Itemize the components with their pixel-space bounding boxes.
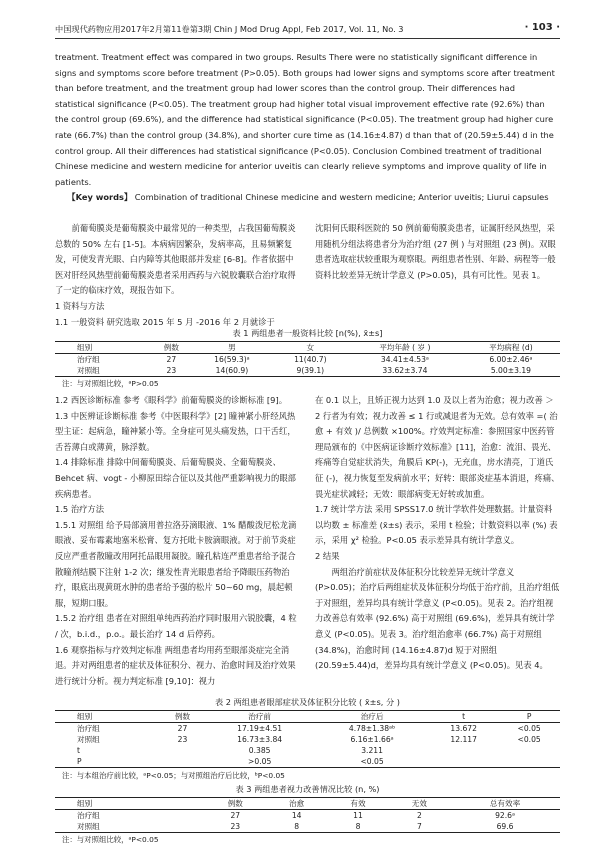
table-cell: 8: [327, 821, 388, 833]
table2-header: P: [498, 711, 560, 723]
table2: [55, 710, 560, 768]
table1-header: 平均年龄 ( 岁 ): [348, 342, 462, 354]
table3-header: 有效: [327, 798, 388, 810]
table-cell: 治疗组: [77, 724, 100, 733]
results-paragraph: 两组治疗前症状及体征积分比较差异无统计学意义 (P>0.05)；治疗后两组症状及体征积分均低于治疗前，且治疗组低于对照组，差异均具有统计学意义 (P<0.05)。见表 2。治疗组视力改善总有效率 (92.6%) 高于对照组 (69.6%)，差异具有统计学意义 (P<0.05)。见表 3。治疗组治愈率 (66.7%) 高于对照组 (34.8%)，治愈时间 (14.16±4.87)d 短于对照组 (20.59±5.44)d，差异均具有统计学意义 (P<0.05)。见表 4。: [315, 566, 560, 671]
table-cell: [498, 756, 560, 768]
table1-header: 男: [191, 342, 273, 354]
right-column-top: [315, 221, 560, 283]
english-abstract: [55, 50, 557, 206]
table-row: [55, 745, 560, 756]
table-cell: 33.62±3.74: [348, 365, 462, 377]
table-cell: 7: [389, 821, 450, 833]
table-cell: [498, 745, 560, 756]
table-cell: <0.05: [315, 756, 429, 768]
section-1-5: 1.5 治疗方法: [55, 504, 105, 515]
table-cell: P: [55, 756, 161, 768]
table-cell: 23: [177, 735, 188, 744]
table1-header: 组别: [55, 342, 152, 354]
section-1-heading: 1 资料与方法: [55, 300, 105, 311]
table-cell: 13.672: [450, 724, 477, 733]
table-cell: >0.05: [204, 756, 315, 768]
section-1-3: 1.3 中医辨证诊断标准 参考《中医眼科学》[2] 瞳神紧小肝经风热型主证：起病急，瞳神紧小等。全身症可见头痛发热，口干舌红，舌苔薄白或薄黄，脉浮数。: [55, 410, 296, 452]
table3-header: 无效: [389, 798, 450, 810]
table-cell: 27: [166, 355, 177, 364]
table2-caption: 表 2 两组患者眼部症状及体征积分比较 ( x̄±s, 分 ): [215, 697, 400, 707]
table-cell: 对照组: [77, 735, 100, 744]
left-column-mid: [55, 393, 300, 689]
table-row: [55, 365, 560, 377]
table-cell: 6.16±1.66ᵃ: [350, 735, 394, 744]
page-number: · 103 ·: [524, 22, 560, 33]
table-cell: 治疗组: [77, 355, 100, 364]
table-cell: [161, 745, 204, 756]
table2-header: t: [429, 711, 498, 723]
table1-header: 例数: [152, 342, 192, 354]
table-row: [55, 354, 560, 366]
table-cell: 14: [291, 811, 302, 820]
section-1-6: 1.6 观察指标与疗效判定标准 两组患者均用药至眼部炎症完全消退。并对两组患者的症状及体征积分、视力、治愈时间及治疗效果进行统计分析。视力判定标准 [9,10]：视力: [55, 644, 296, 686]
table2-header: 例数: [161, 711, 204, 723]
table-cell: 11(40.7): [294, 355, 327, 364]
table-cell: t: [77, 746, 80, 755]
table-row: [55, 734, 560, 745]
section-1-5-2: 1.5.2 治疗组 患者在对照组单纯西药治疗同时服用六锐胶囊，4 粒 / 次，b.i.d.，p.o.。最长治疗 14 d 后停药。: [55, 613, 297, 639]
table-cell: 23: [205, 821, 266, 833]
section-1-4: 1.4 排除标准 排除中间葡萄膜炎、后葡萄膜炎、全葡萄膜炎、Behcet 病、vogt - 小柳原田综合征以及其他严重影响视力的眼部疾病患者。: [55, 457, 296, 499]
table-cell: <0.05: [517, 735, 541, 744]
table3-header: 总有效率: [450, 798, 560, 810]
table2-header: 治疗前: [204, 711, 315, 723]
table-cell: 16(59.3)ᵃ: [214, 355, 250, 364]
table3-note: 注：与对照组比较，ᵃP<0.05: [62, 835, 159, 844]
running-header: [55, 22, 560, 36]
table-cell: 2: [416, 811, 422, 820]
table-row: [55, 821, 560, 833]
table-cell: 23: [152, 365, 192, 377]
table1: [55, 341, 560, 377]
table-cell: 16.73±3.84: [237, 735, 283, 744]
table-cell: 69.6: [450, 821, 560, 833]
journal-info: 中国现代药物应用2017年2月第11卷第3期 Chin J Mod Drug Appl, Feb 2017, Vol. 11, No. 3: [55, 24, 404, 34]
table2-note: 注：与本组治疗前比较，ᵃP<0.05；与对照组治疗后比较，ᵇP<0.05: [62, 771, 285, 780]
header-rule: [55, 38, 560, 39]
criteria-paragraph: 在 0.1 以上，且矫正视力达到 1.0 及以上者为治愈；视力改善 ＞ 2 行者为有效；视力改善 ≤ 1 行或减退者为无效。总有效率 =( 治愈 + 有效 )/ 总例数 ×100%。疗效判定标准：参照国家中医药管理局颁布的《中医病证诊断疗效标准》[11]，治愈：流泪、畏光、疼痛等自觉症状消失，角膜后 KP(-)，无充血，房水清亮，丁道氏征 (-)，视力恢复至发病前水平；好转：眼部炎症基本消退，疼痛、畏光症状减轻；无效：眼部病变无好转或加重。: [315, 395, 560, 499]
table-cell: [429, 756, 498, 768]
table-cell: 11: [353, 811, 363, 820]
table-cell: [429, 745, 498, 756]
table3-caption: 表 3 两组患者视力改善情况比较 (n, %): [235, 784, 380, 794]
section-2-heading: 2 结果: [315, 550, 340, 561]
keywords-line: [55, 190, 557, 206]
table-cell: 34.41±4.53ᵃ: [380, 355, 429, 364]
section-1-2: 1.2 西医诊断标准 参考《眼科学》前葡萄膜炎的诊断标准 [9]。: [55, 395, 287, 405]
table-cell: 对照组: [55, 821, 205, 833]
table-cell: 14(60.9): [191, 365, 273, 377]
table-cell: 27: [177, 724, 188, 733]
table-cell: 3.211: [361, 746, 383, 755]
table-cell: 0.385: [248, 746, 271, 755]
table-cell: 治疗组: [77, 811, 100, 820]
section-1-7: 1.7 统计学方法 采用 SPSS17.0 统计学软件处理数据。计量资料以均数 ± 标准差 (x̄±s) 表示，采用 t 检验；计数资料以率 (%) 表示，采用 χ² 检验。P<0.05 表示差异具有统计学意义。: [315, 504, 558, 546]
table-cell: <0.05: [517, 724, 541, 733]
table3-header: 治愈: [266, 798, 327, 810]
intro-paragraph: 前葡萄膜炎是葡萄膜炎中最常见的一种类型，占我国葡萄膜炎总数的 50% 左右 [1-5]。本病病因繁杂，发病率高，且易频繁复发，可使发青光眼、白内障等其他眼部并发症 [6-8]。作者依据中医对肝经风热型前葡萄膜炎患者采用西药与六锐胶囊联合治疗取得了一定的临床疗效，现报告如下。: [55, 223, 296, 296]
table1-header: 女: [273, 342, 348, 354]
section-1-1-text: 1.1 一般资料 研究选取 2015 年 5 月 -2016 年 2 月就诊于: [55, 316, 275, 327]
section-1-5-1: 1.5.1 对照组 给予局部滴用普拉洛芬滴眼液、1% 醋酸泼尼松龙滴眼液、妥布霉素地塞米松膏、复方托吡卡胺滴眼液。对于前节炎症反应严重者散瞳改用阿托品眼用凝胶。瞳孔粘连严重患者给予混合散瞳剂结膜下注射 1-2 次；继发性青光眼患者给予降眼压药物治疗，眼底出现黄斑水肿的患者给予强的松片 50~60 mg，晨起顿服，短期口服。: [55, 519, 297, 608]
keywords: Combination of traditional Chinese medicine and western medicine; Anterior uveitis; Liurui capsules: [134, 192, 549, 203]
left-column-top: [55, 221, 300, 330]
table-row: [55, 756, 560, 768]
table-cell: 9(39.1): [273, 365, 348, 377]
table-row: [55, 723, 560, 735]
table1-header: 平均病程 (d): [462, 342, 560, 354]
right-column-mid: [315, 393, 560, 674]
keywords-label: 【Key words】: [67, 192, 133, 203]
table-cell: 92.6ᵃ: [495, 811, 515, 820]
table-cell: 27: [230, 811, 241, 820]
table-cell: 12.117: [450, 735, 477, 744]
table-cell: 4.78±1.38ᵃᵇ: [348, 724, 396, 733]
abstract-text: treatment. Treatment effect was compared in two groups. Results There were no statistically significant difference in signs and symptoms score before treatment (P>0.05). Both groups had lower signs and symptoms score after treatment than before treatment, and the treatment group had lower scores than the control group. Their differences had statistical significance (P<0.05). The treatment group had higher total visual improvement effective rate (92.6%) than the control group (69.6%), and the difference had statistical significance (P<0.05). The treatment group had higher cure rate (66.7%) than the control group (34.8%), and shorter cure time as (14.16±4.87) d than that of (20.59±5.44) d in the control group. All their differences had statistical significance (P<0.05). Conclusion Combined treatment of traditional Chinese medicine and western medicine for anterior uveitis can clearly relieve symptoms and improve quality of life in patients.: [55, 52, 555, 187]
table2-header: 治疗后: [315, 711, 429, 723]
table-row: [55, 810, 560, 822]
table3-header: 组别: [55, 798, 205, 810]
table3: [55, 797, 560, 833]
table-cell: 8: [266, 821, 327, 833]
table1-note: 注：与对照组比较，ᵃP>0.05: [62, 379, 159, 388]
table-cell: 5.00±3.19: [462, 365, 560, 377]
table-cell: 对照组: [55, 365, 152, 377]
table2-header: 组别: [55, 711, 161, 723]
table-cell: 6.00±2.46ᵃ: [489, 355, 533, 364]
right-top-paragraph: 沈阳何氏眼科医院的 50 例前葡萄膜炎患者，证属肝经风热型，采用随机分组法将患者分为治疗组 (27 例 ) 与对照组 (23 例)。双眼患者选取症状较重眼为观察眼。两组患者性别、年龄、病程等一般资料比较差异无统计学意义 (P>0.05)，具有可比性。见表 1。: [315, 223, 556, 280]
table1-caption: 表 1 两组患者一般资料比较 [n(%), x̄±s]: [232, 328, 383, 338]
table-cell: [161, 756, 204, 768]
table-cell: 17.19±4.51: [237, 724, 283, 733]
table3-header: 例数: [205, 798, 266, 810]
